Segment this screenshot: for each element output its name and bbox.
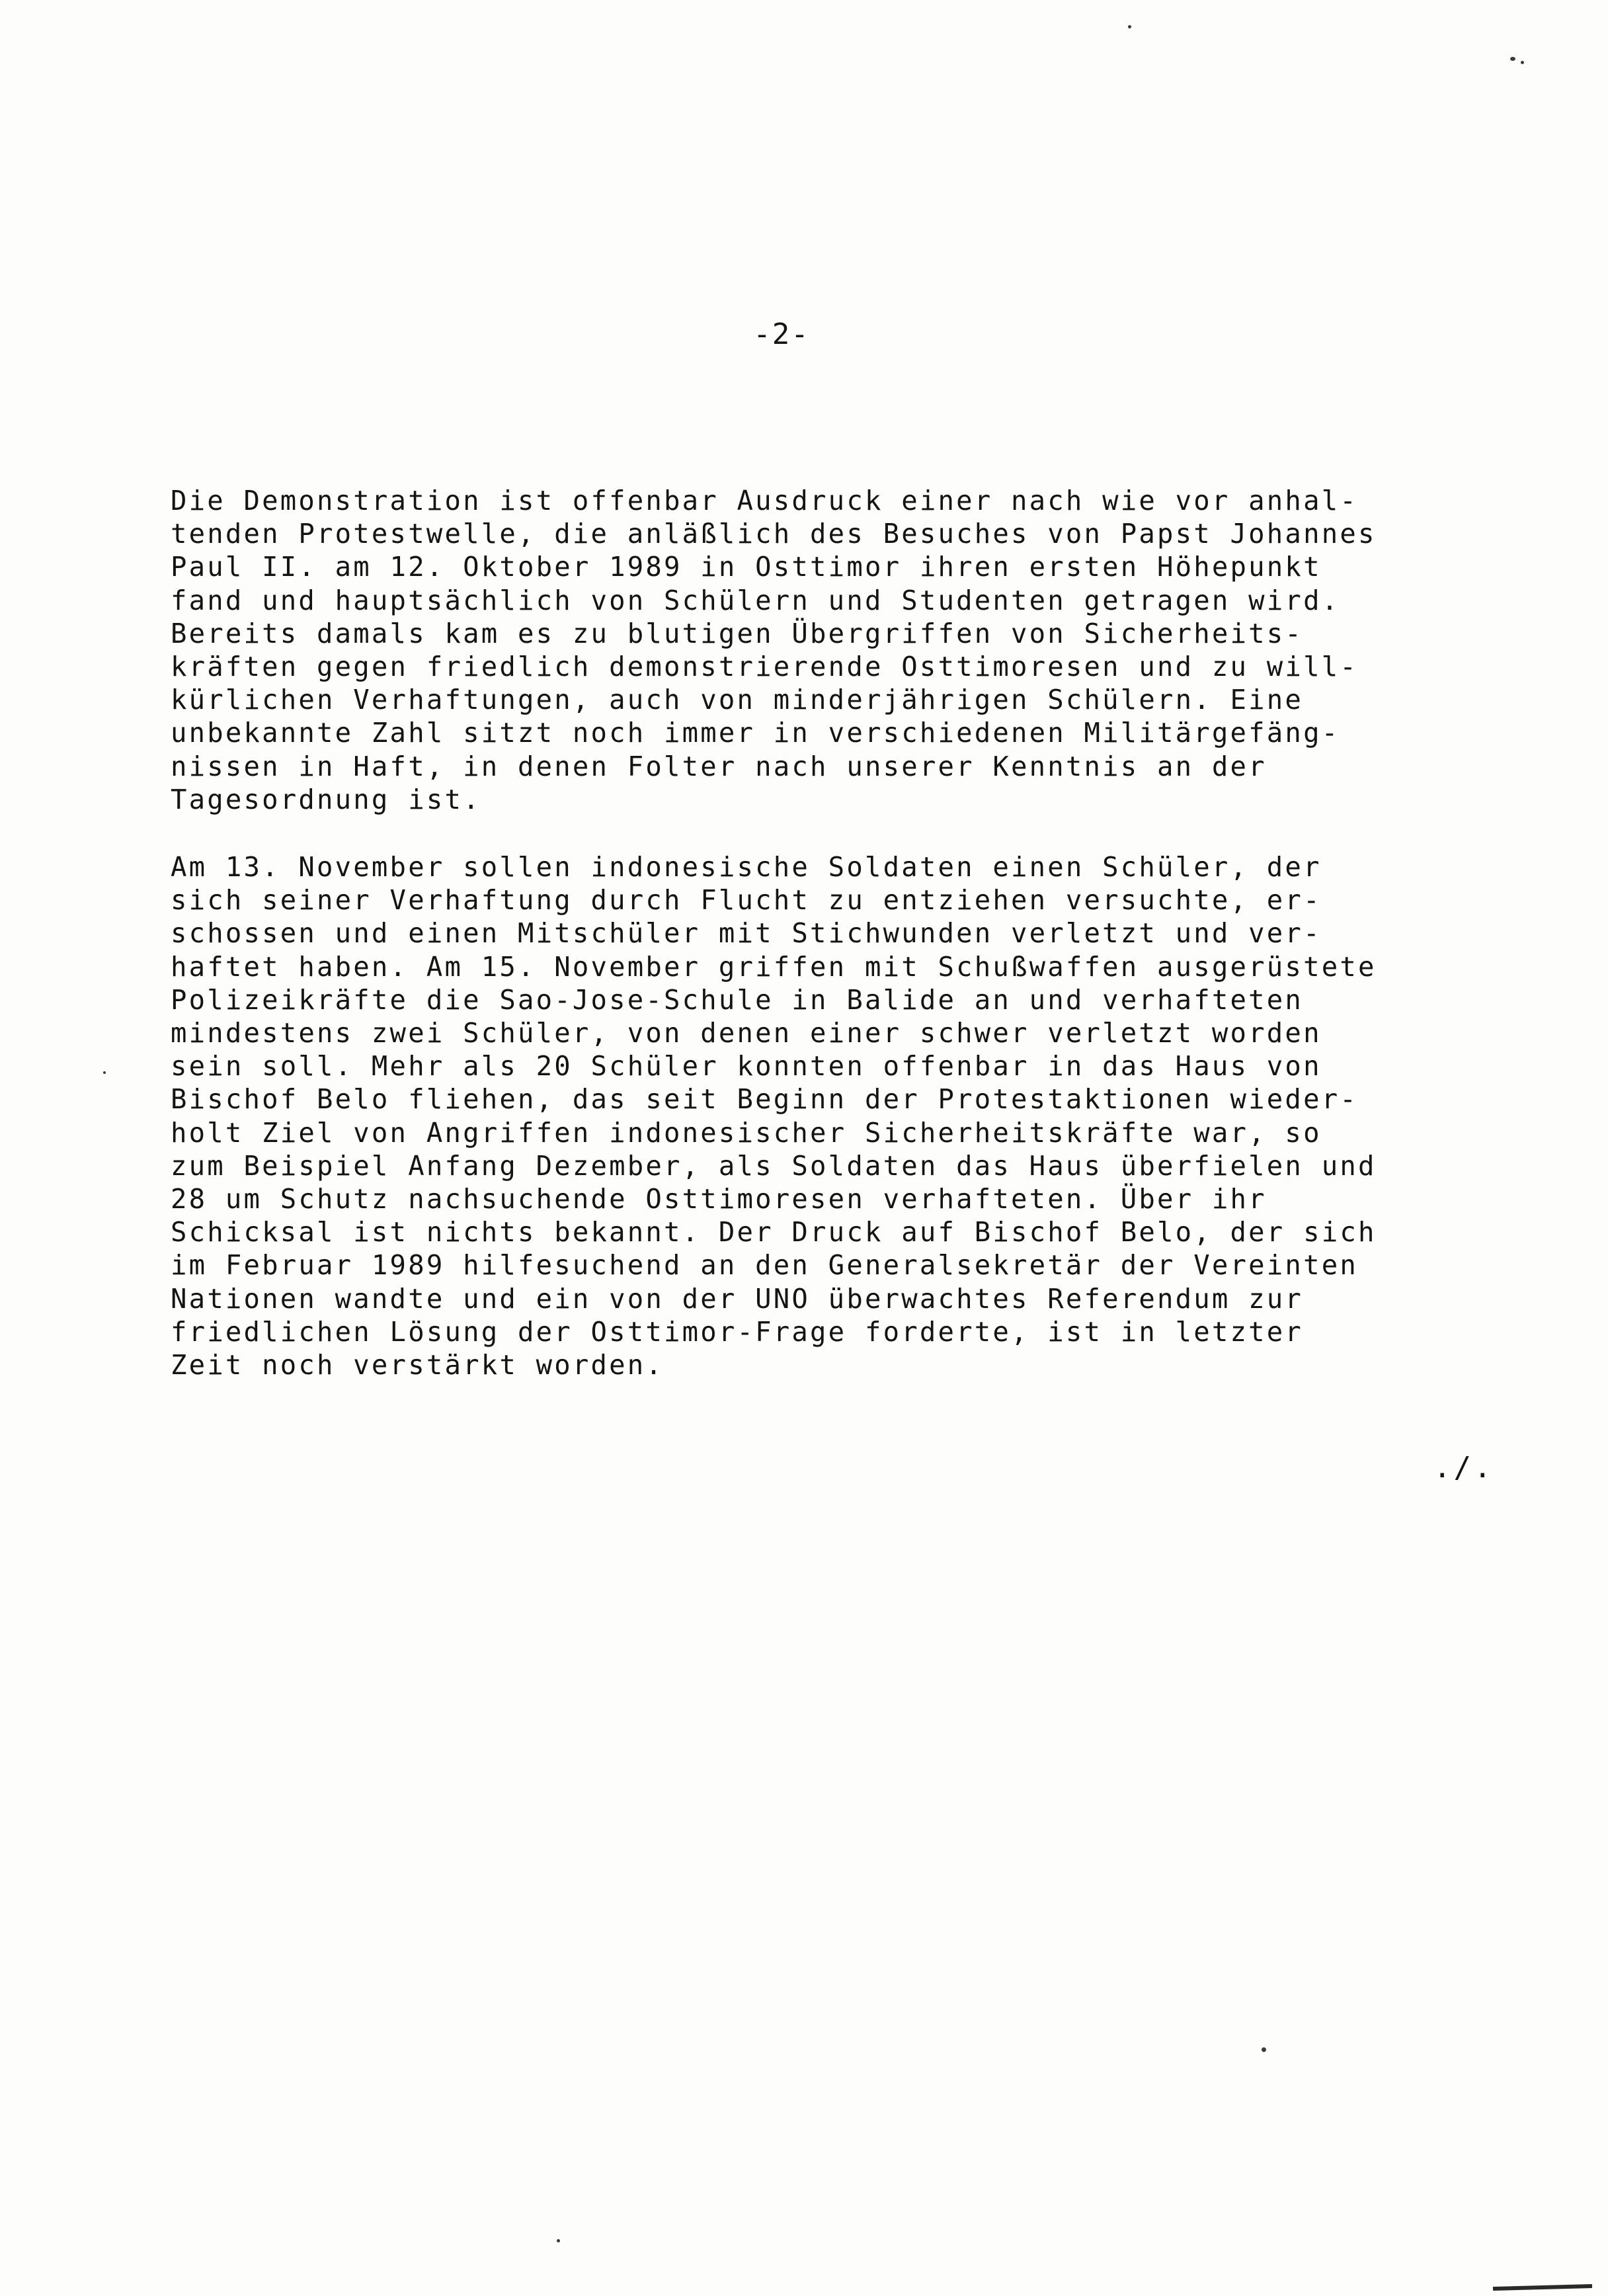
text-line: Zeit noch verstärkt worden. — [171, 1349, 664, 1381]
scan-speck — [103, 1071, 106, 1074]
continuation-mark: ./. — [1433, 1451, 1494, 1485]
text-line: holt Ziel von Angriffen indonesischer Sicherheitskräfte war, so — [171, 1116, 1322, 1149]
scan-edge-mark — [1493, 2284, 1592, 2291]
text-line: Bereits damals kam es zu blutigen Übergriffen von Sicherheits- — [171, 617, 1304, 649]
scan-speck — [1128, 25, 1131, 28]
scan-speck — [1510, 57, 1515, 61]
text-line: Polizeikräfte die Sao-Jose-Schule in Balide an und verhafteten — [171, 983, 1304, 1016]
text-line: Paul II. am 12. Oktober 1989 in Osttimor ihren ersten Höhepunkt — [171, 551, 1322, 583]
scan-speck — [557, 2239, 560, 2242]
text-line: Bischof Belo fliehen, das seit Beginn der Protestaktionen wieder- — [171, 1083, 1358, 1116]
text-line: mindestens zwei Schüler, von denen einer schwer verletzt worden — [171, 1017, 1322, 1049]
text-line: nissen in Haft, in denen Folter nach unserer Kenntnis an der — [171, 750, 1267, 782]
paragraph-1 — [171, 484, 1513, 816]
text-line: unbekannte Zahl sitzt noch immer in verschiedenen Militärgefäng- — [171, 717, 1340, 749]
text-line: fand und hauptsächlich von Schülern und Studenten getragen wird. — [171, 584, 1340, 616]
text-line: Die Demonstration ist offenbar Ausdruck einer nach wie vor anhal- — [171, 485, 1358, 516]
text-line: sich seiner Verhaftung durch Flucht zu entziehen versuchte, er- — [171, 884, 1322, 917]
text-line: friedlichen Lösung der Osttimor-Frage forderte, ist in letzter — [171, 1315, 1304, 1348]
text-line: kürlichen Verhaftungen, auch von minderjährigen Schülern. Eine — [171, 684, 1304, 716]
text-line: im Februar 1989 hilfesuchend an den Generalsekretär der Vereinten — [171, 1249, 1358, 1282]
text-line: zum Beispiel Anfang Dezember, als Soldaten das Haus überfielen und — [171, 1149, 1377, 1182]
scan-speck — [1521, 61, 1524, 64]
paragraph-2 — [171, 850, 1513, 1381]
text-line: kräften gegen friedlich demonstrierende Osttimoresen und zu will- — [171, 651, 1358, 683]
scan-speck — [1262, 2047, 1266, 2052]
text-line: Nationen wandte und ein von der UNO überwachtes Referendum zur — [171, 1282, 1304, 1315]
text-line: sein soll. Mehr als 20 Schüler konnten offenbar in das Haus von — [171, 1050, 1322, 1083]
page-number: -2- — [753, 317, 810, 351]
text-line: Schicksal ist nichts bekannt. Der Druck auf Bischof Belo, der sich — [171, 1216, 1377, 1249]
text-line: haftet haben. Am 15. November griffen mit Schußwaffen ausgerüstete — [171, 950, 1377, 983]
text-line: Tagesordnung ist. — [171, 783, 481, 815]
text-line: Am 13. November sollen indonesische Soldaten einen Schüler, der — [171, 851, 1322, 883]
text-line: 28 um Schutz nachsuchende Osttimoresen verhafteten. Über ihr — [171, 1183, 1267, 1215]
text-line: tenden Protestwelle, die anläßlich des Besuches von Papst Johannes — [171, 518, 1377, 550]
text-line: schossen und einen Mitschüler mit Stichwunden verletzt und ver- — [171, 917, 1322, 950]
